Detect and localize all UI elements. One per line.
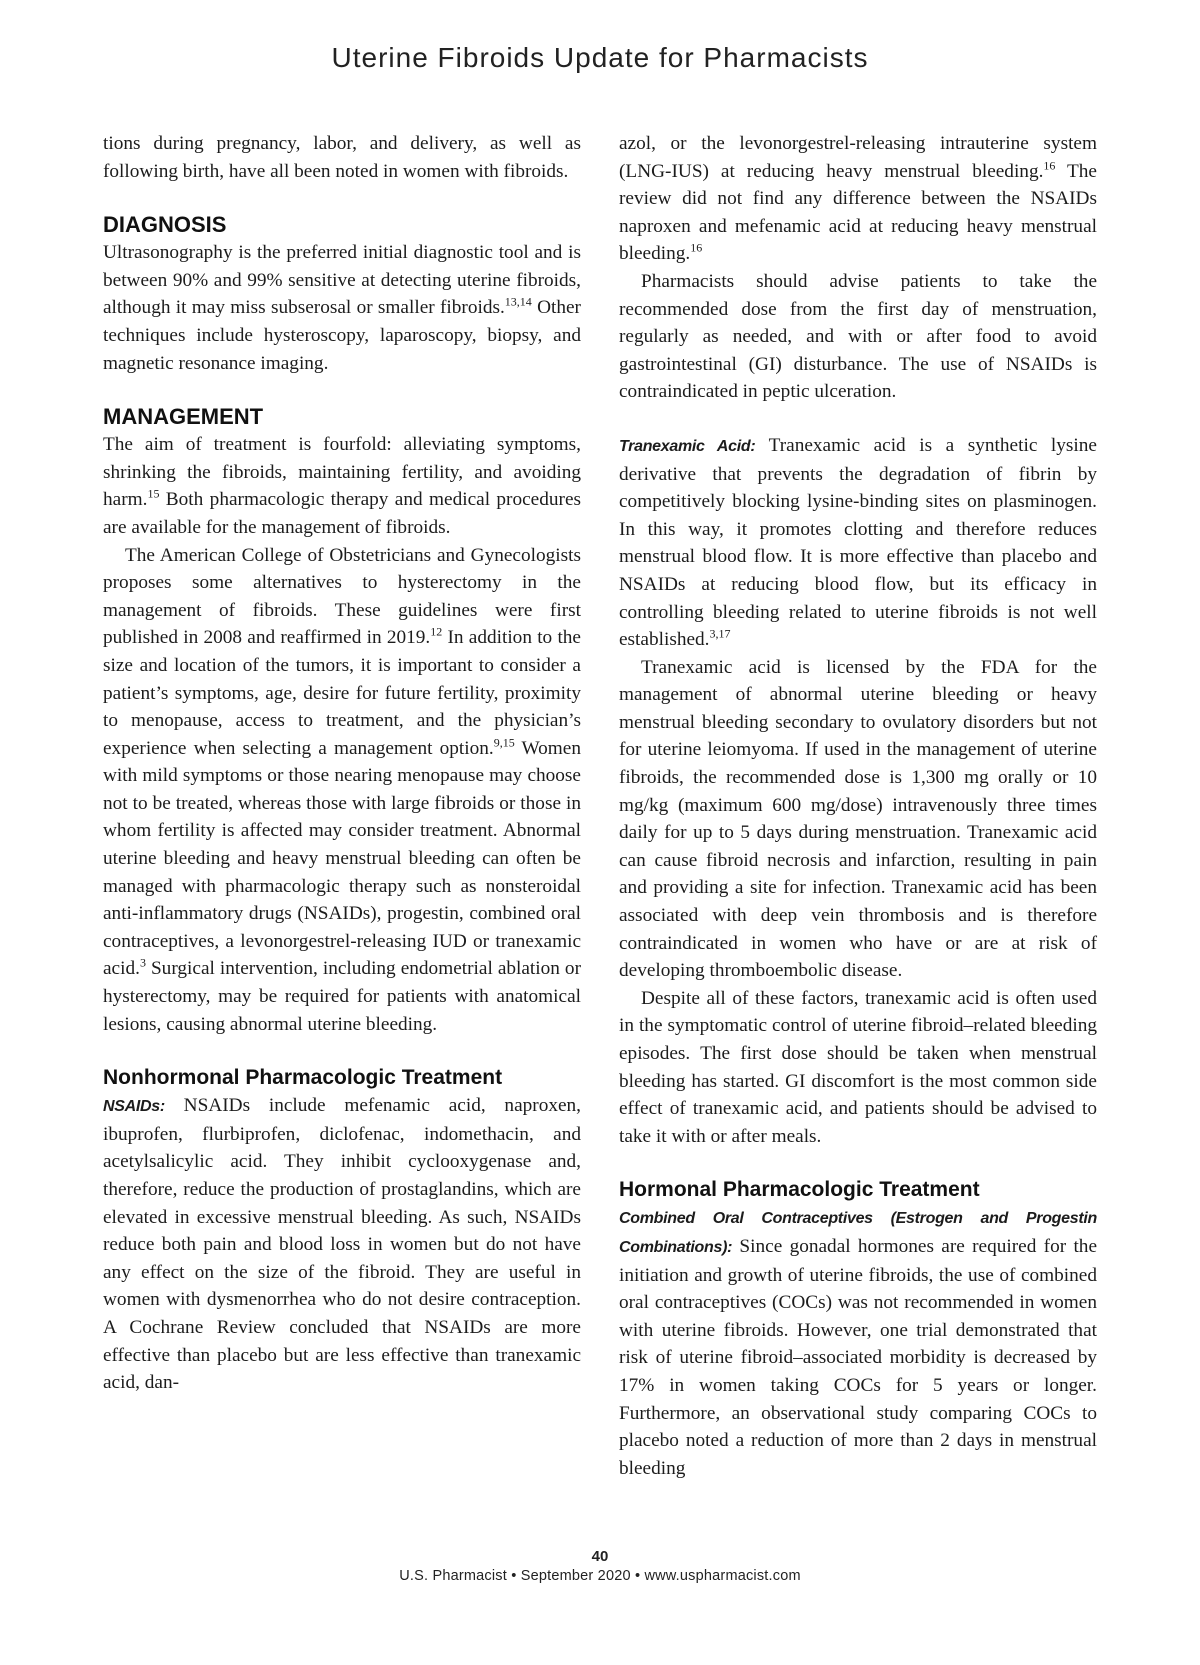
runin-label-tranexamic-acid: Tranexamic Acid: [619, 437, 756, 455]
heading-management: MANAGEMENT [103, 404, 264, 430]
runin-label-coc: Combined Oral Contraceptives (Estrogen and Progestin Combinations): [619, 1210, 1097, 1256]
reference-superscript: 9,15 [493, 735, 515, 750]
heading-hormonal-treatment: Hormonal Pharmacologic Treatment [619, 1178, 980, 1202]
paragraph-nsaids: NSAIDs: NSAIDs include mefenamic acid, naproxen, ibuprofen, flurbiprofen, diclofenac, indomethacin, and acetylsalicylic acid. They inhibit cyclooxygenase and, therefore, reduce the production of prostaglandins, which are elevated in excessive menstrual bleeding. As such, NSAIDs reduce both pain and blood loss in women but do not have any effect on the size of the fibroid. They are useful in women with dysmenorrhea who do not desire contraception. A Cochrane Review concluded that NSAIDs are more effective than placebo but are less effective than tranexamic acid, dan- [103, 1095, 581, 1394]
left-column [103, 130, 581, 1397]
paragraph-management-acog: The American College of Obstetricians and Gynecologists proposes some alternatives to hysterectomy in the management of fibroids. These guidelines were first published in 2008 and reaffirmed in 2019.12 In addition to the size and location of the tumors, it is important to consider a patient’s symptoms, age, desire for future fertility, proximity to menopause, access to treatment, and the physician’s experience when selecting a management option.$^{9,15}$ Women with mild symptoms or those nearing menopause may choose not to be treated, whereas those with large fibroids or those in whom fertility is affected may consider treatment. Abnormal uterine bleeding and heavy menstrual bleeding can often be managed with pharmacologic therapy such as nonsteroidal anti-inflammatory drugs (NSAIDs), progestin, combined oral contraceptives, a levonorgestrel-releasing IUD or tranexamic acid.$^3$ Surgical intervention, including endometrial ablation or hysterectomy, may be required for patients with anatomical lesions, causing abnormal uterine bleeding. [103, 544, 581, 1035]
footer-publication: U.S. Pharmacist • September 2020 • www.uspharmacist.com [399, 1568, 801, 1584]
heading-diagnosis: DIAGNOSIS [103, 212, 227, 238]
heading-nonhormonal-treatment: Nonhormonal Pharmacologic Treatment [103, 1066, 503, 1090]
reference-superscript: 16 [1043, 158, 1056, 173]
paragraph-diagnosis: Ultrasonography is the preferred initial diagnostic tool and is between 90% and 99% sensitive at detecting uterine fibroids, although it may miss subserosal or smaller fibroids.$^{13,14}$ Other techniques include hysteroscopy, laparoscopy, biopsy, and magnetic resonance imaging. [103, 242, 581, 374]
running-header-title: Uterine Fibroids Update for Pharmacists [331, 42, 869, 73]
paragraph-coc: Combined Oral Contraceptives (Estrogen and Progestin Combinations): Since gonadal hormones are required for the initiation and growth of uterine fibroids, the use of combined oral contraceptives (COCs) was not recommended in women with uterine fibroids. However, one trial demonstrated that risk of uterine fibroid–associated morbidity is decreased by 17% in women taking COCs for 5 years or longer. Furthermore, an observational study comparing COCs to placebo noted a reduction of more than 2 days in menstrual bleeding [619, 1210, 1097, 1479]
right-column [619, 130, 1097, 1482]
reference-superscript: 3 [139, 956, 146, 971]
paragraph-tranexamic-acid: Tranexamic Acid: Tranexamic acid is a synthetic lysine derivative that prevents the degradation of fibrin by competitively blocking lysine-binding sites on plasminogen. In this way, it promotes clotting and therefore reduces menstrual blood flow. It is more effective than placebo and NSAIDs at reducing blood flow, but its efficacy in controlling bleeding related to uterine fibroids is not well established.$^{3,17}$ [619, 434, 1097, 651]
paragraph-tranexamic-use: Despite all of these factors, tranexamic acid is often used in the symptomatic control of uterine fibroid–related bleeding episodes. The first dose should be taken when menstrual bleeding has started. GI discomfort is the most common side effect of tranexamic acid, and patients should be advised to take it with or after meals. [619, 987, 1097, 1147]
paragraph-continuation: tions during pregnancy, labor, and delivery, as well as following birth, have all been noted in women with fibroids. [103, 133, 581, 182]
reference-superscript: 13,14 [504, 294, 532, 309]
paragraph-tranexamic-fda: Tranexamic acid is licensed by the FDA for the management of abnormal uterine bleeding or heavy menstrual bleeding secondary to ovulatory disorders but not for uterine leiomyoma. If used in the management of uterine fibroids, the recommended dose is 1,300 mg orally or 10 mg/kg (maximum 600 mg/dose) intravenously three times daily for up to 5 days during menstruation. Tranexamic acid can cause fibroid necrosis and infarction, resulting in pain and providing a site for infection. Tranexamic acid has been associated with deep vein thrombosis and is therefore contraindicated in women who have or are at risk of developing thromboembolic disease. [619, 656, 1097, 982]
section-spacer [619, 406, 1097, 432]
paragraph-management-aim: The aim of treatment is fourfold: alleviating symptoms, shrinking the fibroids, maintaining fertility, and avoiding harm.$^{15}$ Both pharmacologic therapy and medical procedures are available for the management of fibroids. [103, 434, 581, 538]
reference-superscript: 12 [430, 624, 443, 639]
page-number: 40 [591, 1548, 609, 1565]
reference-superscript: 16 [690, 240, 703, 255]
paragraph-cochrane-continuation: azol, or the levonorgestrel-releasing intrauterine system (LNG-IUS) at reducing heavy menstrual bleeding.$^{16}$ The review did not find any difference between the NSAIDs naproxen and mefenamic acid at reducing heavy menstrual bleeding.$^{16}$ [619, 133, 1097, 265]
reference-superscript: 3,17 [709, 626, 731, 641]
reference-superscript: 15 [147, 486, 160, 501]
runin-label-nsaids: NSAIDs: [103, 1098, 165, 1116]
paragraph-pharmacist-advice: Pharmacists should advise patients to take the recommended dose from the first day of menstruation, regularly as needed, and with or after food to avoid gastrointestinal (GI) disturbance. The use of NSAIDs is contraindicated in peptic ulceration. [619, 270, 1097, 403]
